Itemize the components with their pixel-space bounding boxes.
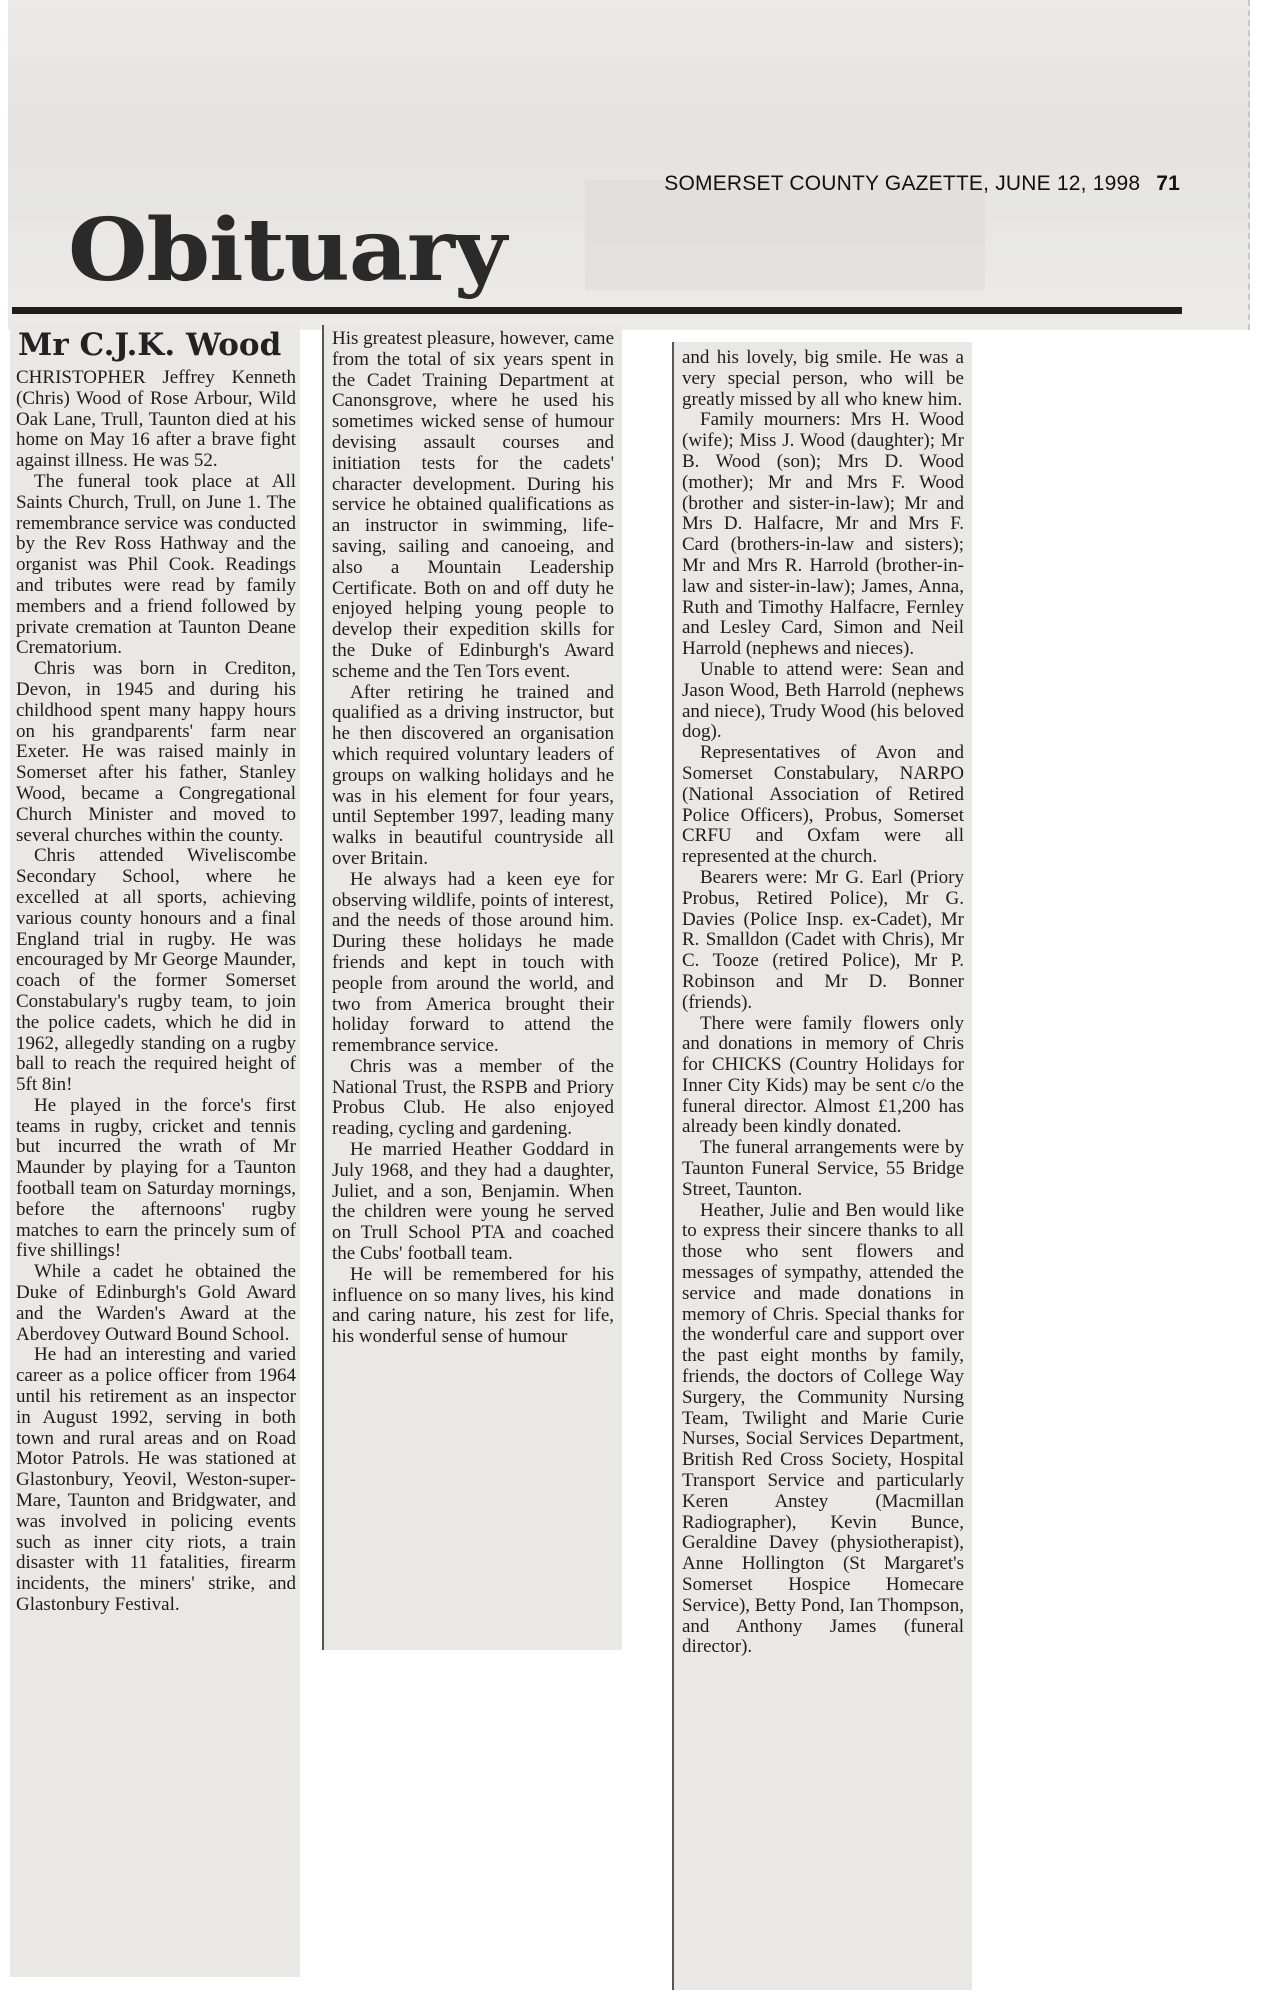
- section-title: Obituary: [68, 200, 506, 301]
- paragraph: and his lovely, big smile. He was a very special person, who will be greatly missed by all who knew him.: [682, 347, 964, 410]
- paragraph: After retiring he trained and qualified as a driving instructor, but he then discovered an organisation which required voluntary leaders of groups on walking holidays and he was in his element for four years, until September 1997, leading many walks in beautiful countryside all over Britain.: [332, 681, 614, 869]
- article-column-2: [322, 325, 622, 1650]
- article-column-1: [10, 322, 300, 1977]
- paragraph: He had an interesting and varied career as a police officer from 1964 until his retirement as an inspector in August 1992, serving in both town and rural areas and on Road Motor Patrols. He was stationed at Glastonbury, Yeovil, Weston-super-Mare, Taunton and Bridgwater, and was involved in policing events such as inner city riots, a train disaster with 11 fatalities, firearm incidents, the miners' strike, and Glastonbury Festival.: [16, 1344, 296, 1616]
- paragraph: While a cadet he obtained the Duke of Edinburgh's Gold Award and the Warden's Award at the Aberdovey Outward Bound School.: [16, 1261, 296, 1345]
- paragraph: Chris attended Wiveliscombe Secondary School, where he excelled at all sports, achieving various county honours and a final England trial in rugby. He was encouraged by Mr George Maunder, coach of the former Somerset Constabulary's rugby team, to join the police cadets, which he did in 1962, allegedly standing on a rugby ball to reach the required height of 5ft 8in!: [16, 845, 296, 1096]
- paragraph: Representatives of Avon and Somerset Constabulary, NARPO (National Association of Retired Police Officers), Probus, Somerset CRFU and Oxfam were all represented at the church.: [682, 742, 964, 868]
- paragraph: Chris was born in Crediton, Devon, in 1945 and during his childhood spent many happy hours on his grandparents' farm near Exeter. He was raised mainly in Somerset after his father, Stanley Wood, became a Congregational Church Minister and moved to several churches within the county.: [16, 658, 296, 846]
- masthead: [660, 172, 1180, 196]
- paragraph: Family mourners: Mrs H. Wood (wife); Miss J. Wood (daughter); Mr B. Wood (son); Mrs D. Wood (mother); Mr and Mrs F. Wood (brother and sister-in-law); Mr and Mrs D. Halfacre, Mr and Mrs F. Card (brothers-in-law and sisters); Mr and Mrs R. Harrold (brother-in-law and sister-in-law); James, Anna, Ruth and Timothy Halfacre, Fernley and Lesley Card, Simon and Neil Harrold (nephews and nieces).: [682, 409, 964, 660]
- paragraph: He will be remembered for his influence on so many lives, his kind and caring nature, his zest for life, his wonderful sense of humour: [332, 1263, 614, 1348]
- bleed-through-shadow: [585, 180, 985, 290]
- publication-dateline: SOMERSET COUNTY GAZETTE, JUNE 12, 1998: [664, 172, 1141, 195]
- page-number: 71: [1156, 172, 1180, 195]
- paragraph: Unable to attend were: Sean and Jason Wood, Beth Harrold (nephews and niece), Trudy Wood (his beloved dog).: [682, 658, 964, 743]
- paragraph: Bearers were: Mr G. Earl (Priory Probus, Retired Police), Mr G. Davies (Police Insp. ex-Cadet), Mr R. Smalldon (Cadet with Chris), Mr C. Tooze (retired Police), Mr P. Robinson and Mr D. Bonner (friends).: [682, 866, 964, 1013]
- paragraph: CHRISTOPHER Jeffrey Kenneth (Chris) Wood of Rose Arbour, Wild Oak Lane, Trull, Taunton died at his home on May 16 after a brave fight against illness. He was 52.: [16, 367, 296, 472]
- paragraph: Heather, Julie and Ben would like to express their sincere thanks to all those who sent flowers and messages of sympathy, attended the service and made donations in memory of Chris. Special thanks for the wonderful care and support over the past eight months by family, friends, the doctors of College Way Surgery, the Community Nursing Team, Twilight and Marie Curie Nurses, Social Services Department, British Red Cross Society, Hospital Transport Service and particularly Keren Anstey (Macmillan Radiographer), Kevin Bunce, Geraldine Davey (physiotherapist), Anne Hollington (St Margaret's Somerset Hospice Homecare Service), Betty Pond, Ian Thompson, and Anthony James (funeral director).: [682, 1199, 964, 1658]
- paragraph: The funeral took place at All Saints Church, Trull, on June 1. The remembrance service was conducted by the Rev Ross Hathway and the organist was Phil Cook. Readings and tributes were read by family members and a friend followed by private cremation at Taunton Deane Crematorium.: [16, 470, 296, 659]
- paragraph: He married Heather Goddard in July 1968, and they had a daughter, Juliet, and a son, Benjamin. When the children were young he served on Trull School PTA and coached the Cubs' football team.: [332, 1139, 614, 1265]
- title-rule: [12, 307, 1182, 314]
- paragraph: He played in the force's first teams in rugby, cricket and tennis but incurred the wrath of Mr Maunder by playing for a Taunton football team on Saturday mornings, before the afternoons' rugby matches to earn the princely sum of five shillings!: [16, 1094, 296, 1262]
- paragraph: His greatest pleasure, however, came from the total of six years spent in the Cadet Training Department at Canonsgrove, where he used his sometimes wicked sense of humour devising assault courses and initiation tests for the cadets' character development. During his service he obtained qualifications as an instructor in swimming, life-saving, sailing and canoeing, and also a Mountain Leadership Certificate. Both on and off duty he enjoyed helping young people to develop their expedition skills for the Duke of Edinburgh's Award scheme and the Ten Tors event.: [332, 328, 615, 682]
- article-column-3: [672, 342, 972, 1990]
- paragraph: The funeral arrangements were by Taunton Funeral Service, 55 Bridge Street, Taunton.: [682, 1137, 964, 1200]
- paragraph: He always had a keen eye for observing wildlife, points of interest, and the needs of those around him. During these holidays he made friends and kept in touch with people from around the world, and two from America brought their holiday forward to attend the remembrance service.: [332, 868, 614, 1057]
- article-headline: Mr C.J.K. Wood: [18, 327, 282, 363]
- paragraph: Chris was a member of the National Trust, the RSPB and Priory Probus Club. He also enjoyed reading, cycling and gardening.: [332, 1055, 614, 1140]
- paragraph: There were family flowers only and donations in memory of Chris for CHICKS (Country Holidays for Inner City Kids) may be sent c/o the funeral director. Almost £1,200 has already been kindly donated.: [682, 1012, 964, 1138]
